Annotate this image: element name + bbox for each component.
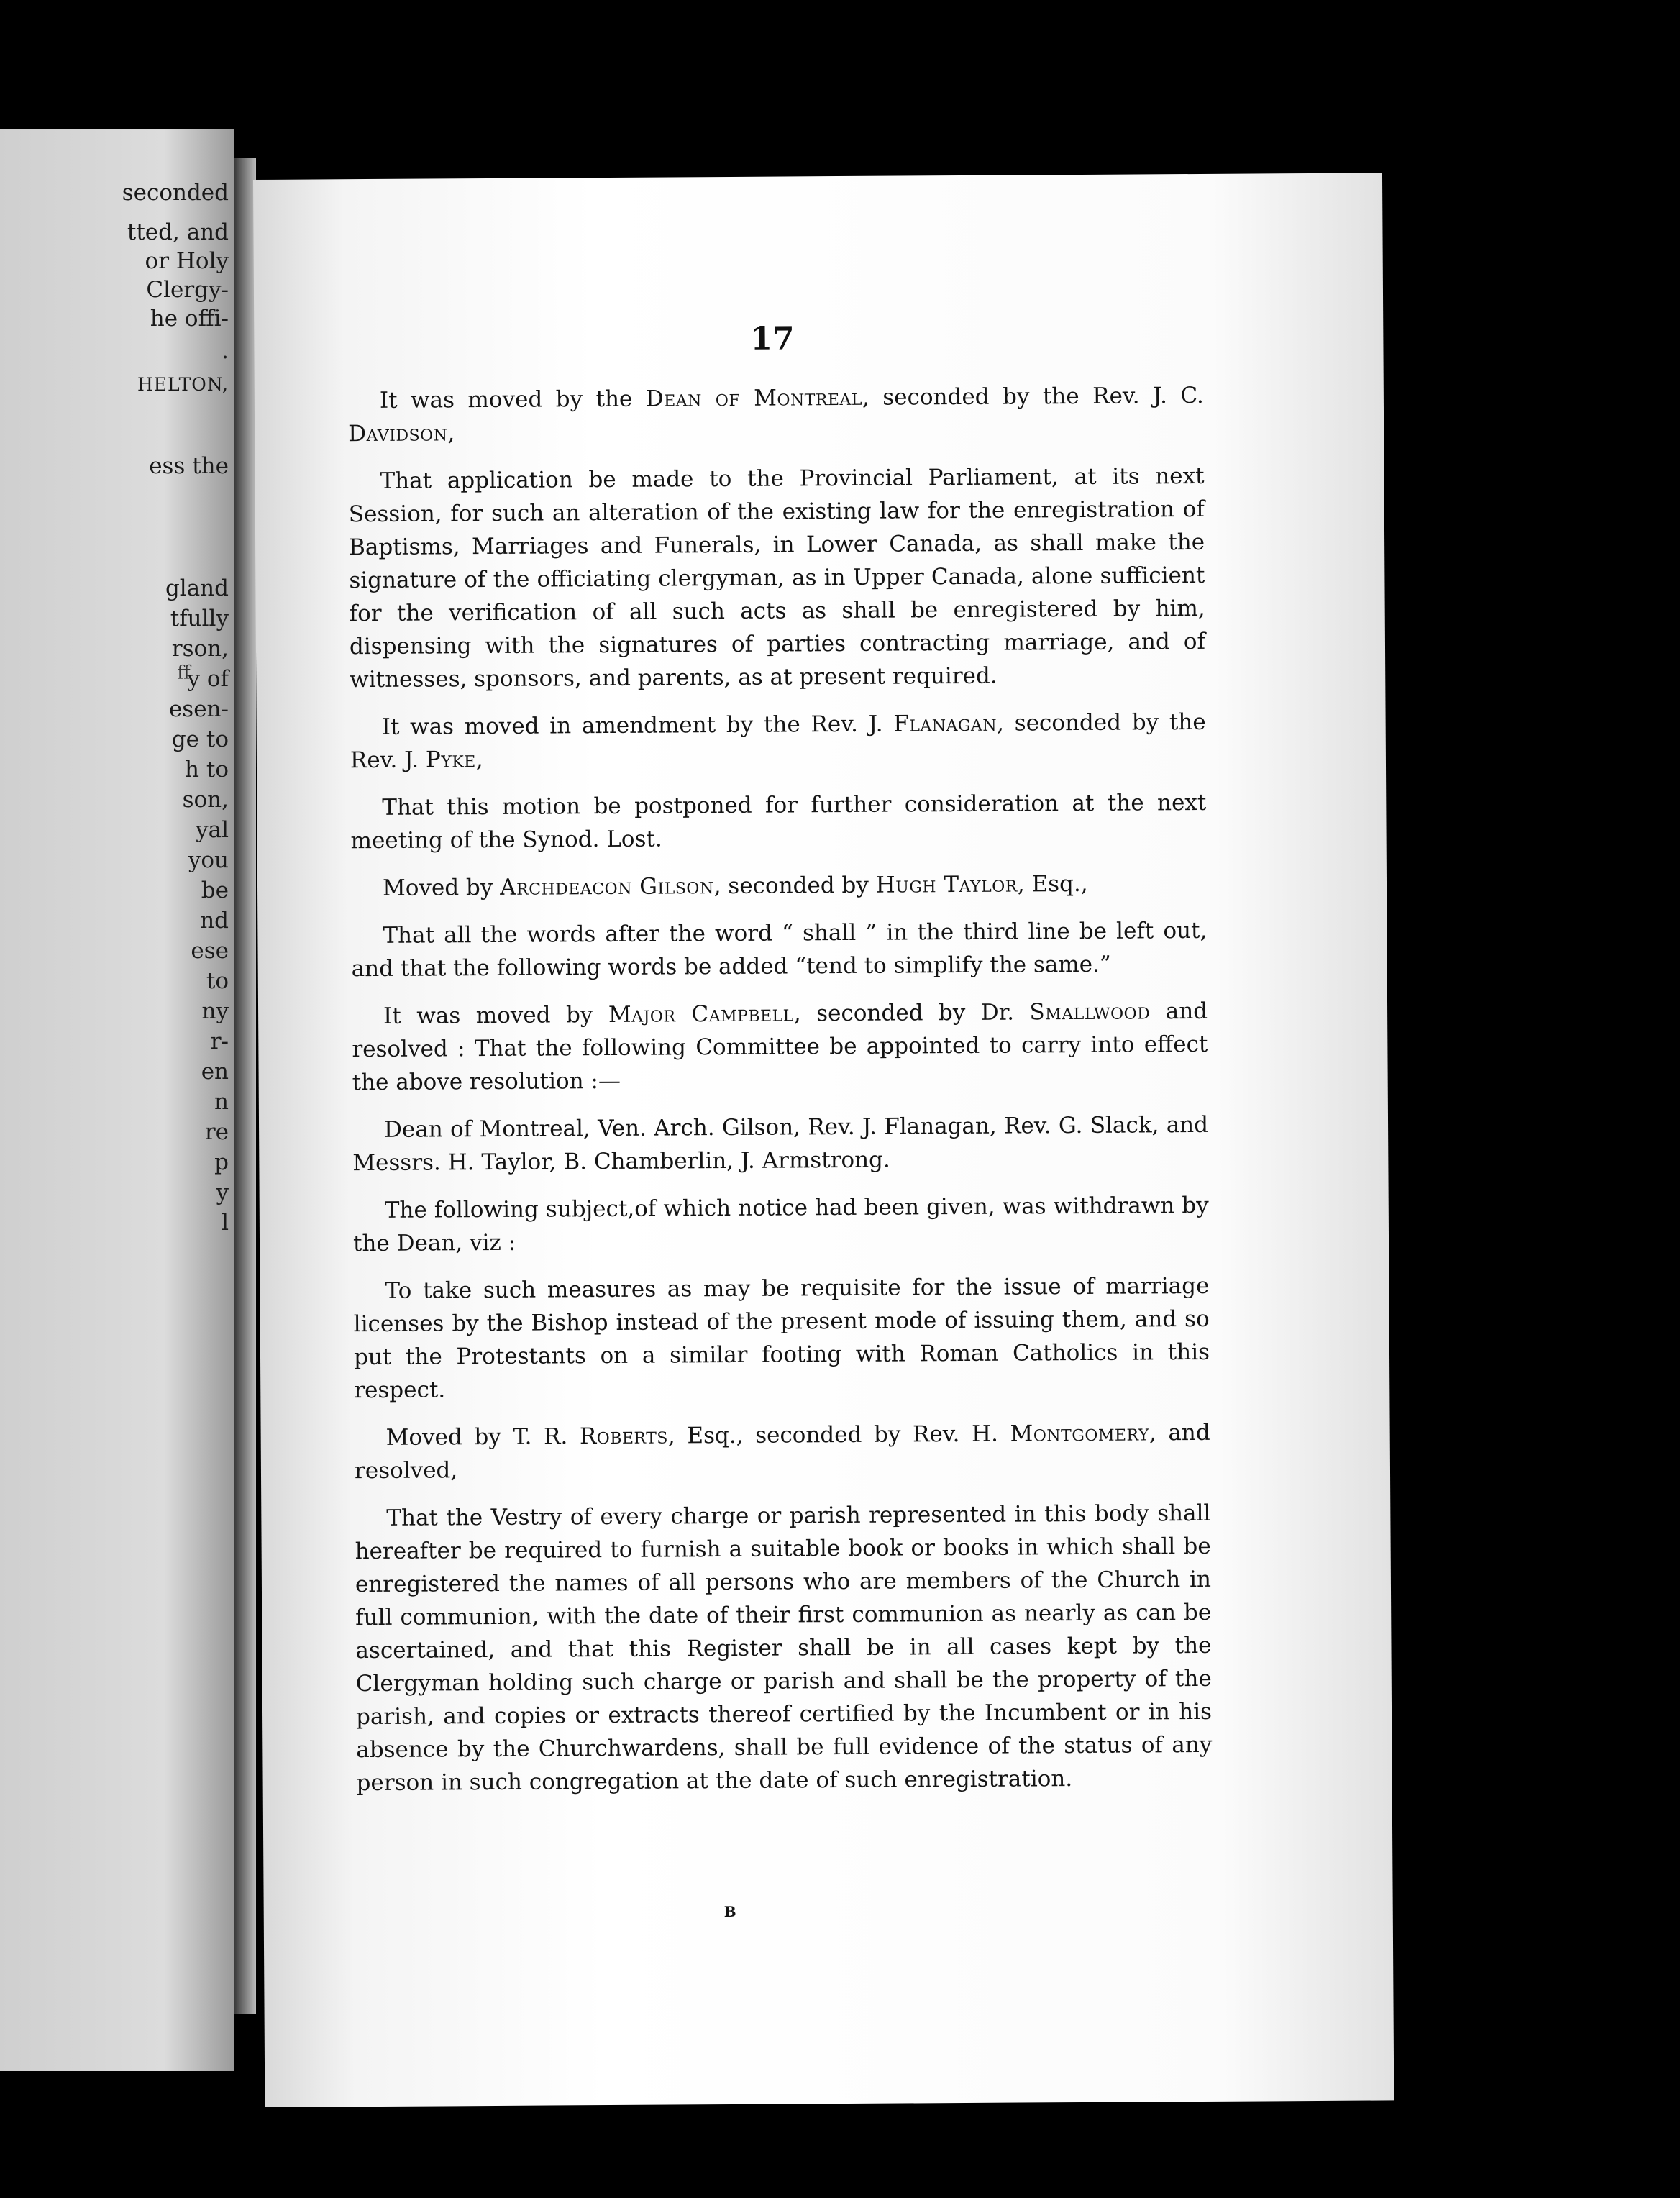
left-page-text-fragment: tfully bbox=[170, 606, 229, 631]
body-paragraph bbox=[355, 1497, 1213, 1800]
name-small-caps: Roberts bbox=[579, 1423, 669, 1450]
paragraph-text: It was moved by bbox=[383, 1002, 609, 1029]
paragraph-text: , seconded by bbox=[713, 872, 876, 900]
left-page-text-fragment: y of bbox=[187, 666, 229, 692]
left-page-text-fragment: gland bbox=[165, 575, 229, 601]
left-page-text-fragment: en bbox=[201, 1059, 229, 1085]
left-page-text-fragment: p bbox=[214, 1149, 229, 1175]
left-page-text-fragment: rson, bbox=[171, 636, 229, 662]
paragraph-text: , bbox=[447, 420, 455, 447]
left-page-text-fragment: nd bbox=[200, 908, 229, 934]
paragraph-text: , bbox=[475, 747, 483, 773]
paragraph-text: To take such measures as may be requisite for the issue of marriage licenses by the Bishop instead of the present mode of issuing them, and so put the Protestants on a similar footing with Roman Catholics in this respect. bbox=[353, 1272, 1210, 1404]
paragraph-text: Dean of Montreal, Ven. Arch. Gilson, Rev. J. Flanagan, Rev. G. Slack, and Messrs. H. Taylor, B. Chamberlin, J. Armstrong. bbox=[352, 1111, 1209, 1177]
paragraph-text: The following subject,of which notice had been given, was withdrawn by the Dean, viz : bbox=[352, 1192, 1209, 1257]
name-small-caps: Dean of Montreal bbox=[645, 384, 863, 412]
name-small-caps: Smallwood bbox=[1029, 998, 1151, 1026]
paragraph-text: That the Vestry of every charge or parish represented in this body shall hereafter be required to furnish a suitable book or books in which shall be enregistered the names of all persons who are members of the Church in full communion, with the date of their first communion as nearly as can be ascertained, and that this Register shall be in all cases kept by the Clergyman holding such charge or parish and shall be the property of the parish, and copies or extracts thereof certified by the Incumbent or in his absence by the Churchwardens, shall be full evidence of the status of any person in such congregation at the date of such enregistration. bbox=[355, 1500, 1213, 1797]
left-page-text-fragment: . bbox=[222, 338, 229, 364]
left-page-text-fragment: or Holy bbox=[145, 248, 229, 274]
paragraph-text: It was moved by the bbox=[379, 386, 646, 414]
name-small-caps: Major Campbell bbox=[608, 1000, 794, 1029]
left-page-text-fragment: r- bbox=[210, 1029, 229, 1054]
paragraph-text: It was moved in amendment by the Rev. J. bbox=[381, 711, 894, 740]
body-paragraph bbox=[355, 1416, 1211, 1487]
paragraph-text: , Esq., seconded by Rev. H. bbox=[667, 1421, 1010, 1449]
left-page-text-fragment: ese bbox=[191, 938, 229, 964]
left-page-text-fragment: son, bbox=[182, 787, 229, 813]
paragraph-text: That application be made to the Provincial Parliament, at its next Session, for such an alteration of the existing law for the enregistration of Baptisms, Marriages and Funerals, in Lower Canada, as shall make the signature of the officiating clergyman, as in Upper Canada, alone sufficient for the verification of all such acts as shall be enregistered by him, dispensing with the signatures of parties contracting marriage, and of witnesses, sponsors, and parents, as at present required. bbox=[348, 462, 1206, 693]
left-page-text-fragment: y bbox=[216, 1180, 229, 1205]
left-page-fragment bbox=[0, 129, 234, 2071]
paragraph-text: That all the words after the word “ shall ” in the third line be left out, and that the following words be added “tend to simplify the same.” bbox=[351, 917, 1208, 982]
paragraph-text: , seconded by the Rev. J. C. bbox=[862, 382, 1204, 411]
paragraph-text: That this motion be postponed for further consideration at the next meeting of the Synod. Lost. bbox=[350, 789, 1207, 854]
left-page-text-fragment: he offi- bbox=[150, 306, 229, 332]
body-paragraph bbox=[351, 867, 1207, 905]
body-paragraph bbox=[351, 914, 1208, 985]
left-page-text-fragment: re bbox=[204, 1119, 229, 1145]
paragraph-text: Moved by T. R. bbox=[385, 1423, 580, 1451]
name-small-caps: Flanagan bbox=[893, 710, 998, 737]
body-paragraph bbox=[352, 995, 1208, 1099]
paragraph-text: , seconded by Dr. bbox=[793, 999, 1030, 1027]
margin-mark: ff bbox=[177, 662, 191, 684]
left-page-text-fragment: yal bbox=[196, 817, 229, 843]
left-page-text-fragment: ge to bbox=[171, 726, 229, 752]
book-gutter bbox=[234, 158, 256, 2014]
left-page-text-fragment: esen- bbox=[168, 696, 229, 722]
left-page-text-fragment: you bbox=[188, 847, 229, 873]
name-small-caps: Montgomery bbox=[1010, 1420, 1150, 1447]
page-body bbox=[348, 379, 1213, 1814]
name-small-caps: Hugh Taylor bbox=[875, 871, 1018, 898]
left-page-text-fragment: ny bbox=[201, 998, 229, 1024]
left-page-text-fragment: n bbox=[214, 1089, 229, 1115]
paragraph-text: and resolved : That the following Committee be appointed to carry into effect the above resolution :— bbox=[352, 998, 1208, 1096]
left-page-text-fragment: Clergy- bbox=[146, 277, 229, 303]
body-paragraph bbox=[353, 1189, 1210, 1260]
left-page-text-fragment: seconded bbox=[122, 180, 229, 206]
paragraph-text: , seconded by the Rev. J. bbox=[350, 708, 1206, 774]
name-small-caps: Pyke bbox=[425, 747, 476, 773]
left-page-text-fragment: to bbox=[206, 968, 229, 994]
body-paragraph bbox=[348, 460, 1205, 696]
body-paragraph bbox=[348, 379, 1205, 450]
left-page-text-fragment: ess the bbox=[149, 453, 229, 479]
left-page-text-fragment: h to bbox=[185, 757, 229, 783]
signature-mark: B bbox=[723, 1902, 736, 1921]
name-small-caps: Archdeacon Gilson bbox=[500, 873, 714, 900]
paragraph-text: Moved by bbox=[382, 874, 501, 901]
body-paragraph bbox=[353, 1269, 1210, 1407]
name-small-caps: Davidson bbox=[348, 420, 448, 447]
body-paragraph bbox=[350, 706, 1207, 777]
left-page-text-fragment: tted, and bbox=[127, 219, 229, 245]
paragraph-text: , and resolved, bbox=[354, 1419, 1210, 1485]
left-page-text-fragment: HELTON, bbox=[137, 374, 229, 395]
left-page-text-fragment: l bbox=[222, 1210, 229, 1236]
left-page-text-fragment: be bbox=[201, 877, 229, 903]
paragraph-text: , Esq., bbox=[1017, 870, 1088, 898]
body-paragraph bbox=[350, 786, 1207, 857]
body-paragraph bbox=[352, 1108, 1209, 1180]
page-number: 17 bbox=[750, 320, 795, 357]
